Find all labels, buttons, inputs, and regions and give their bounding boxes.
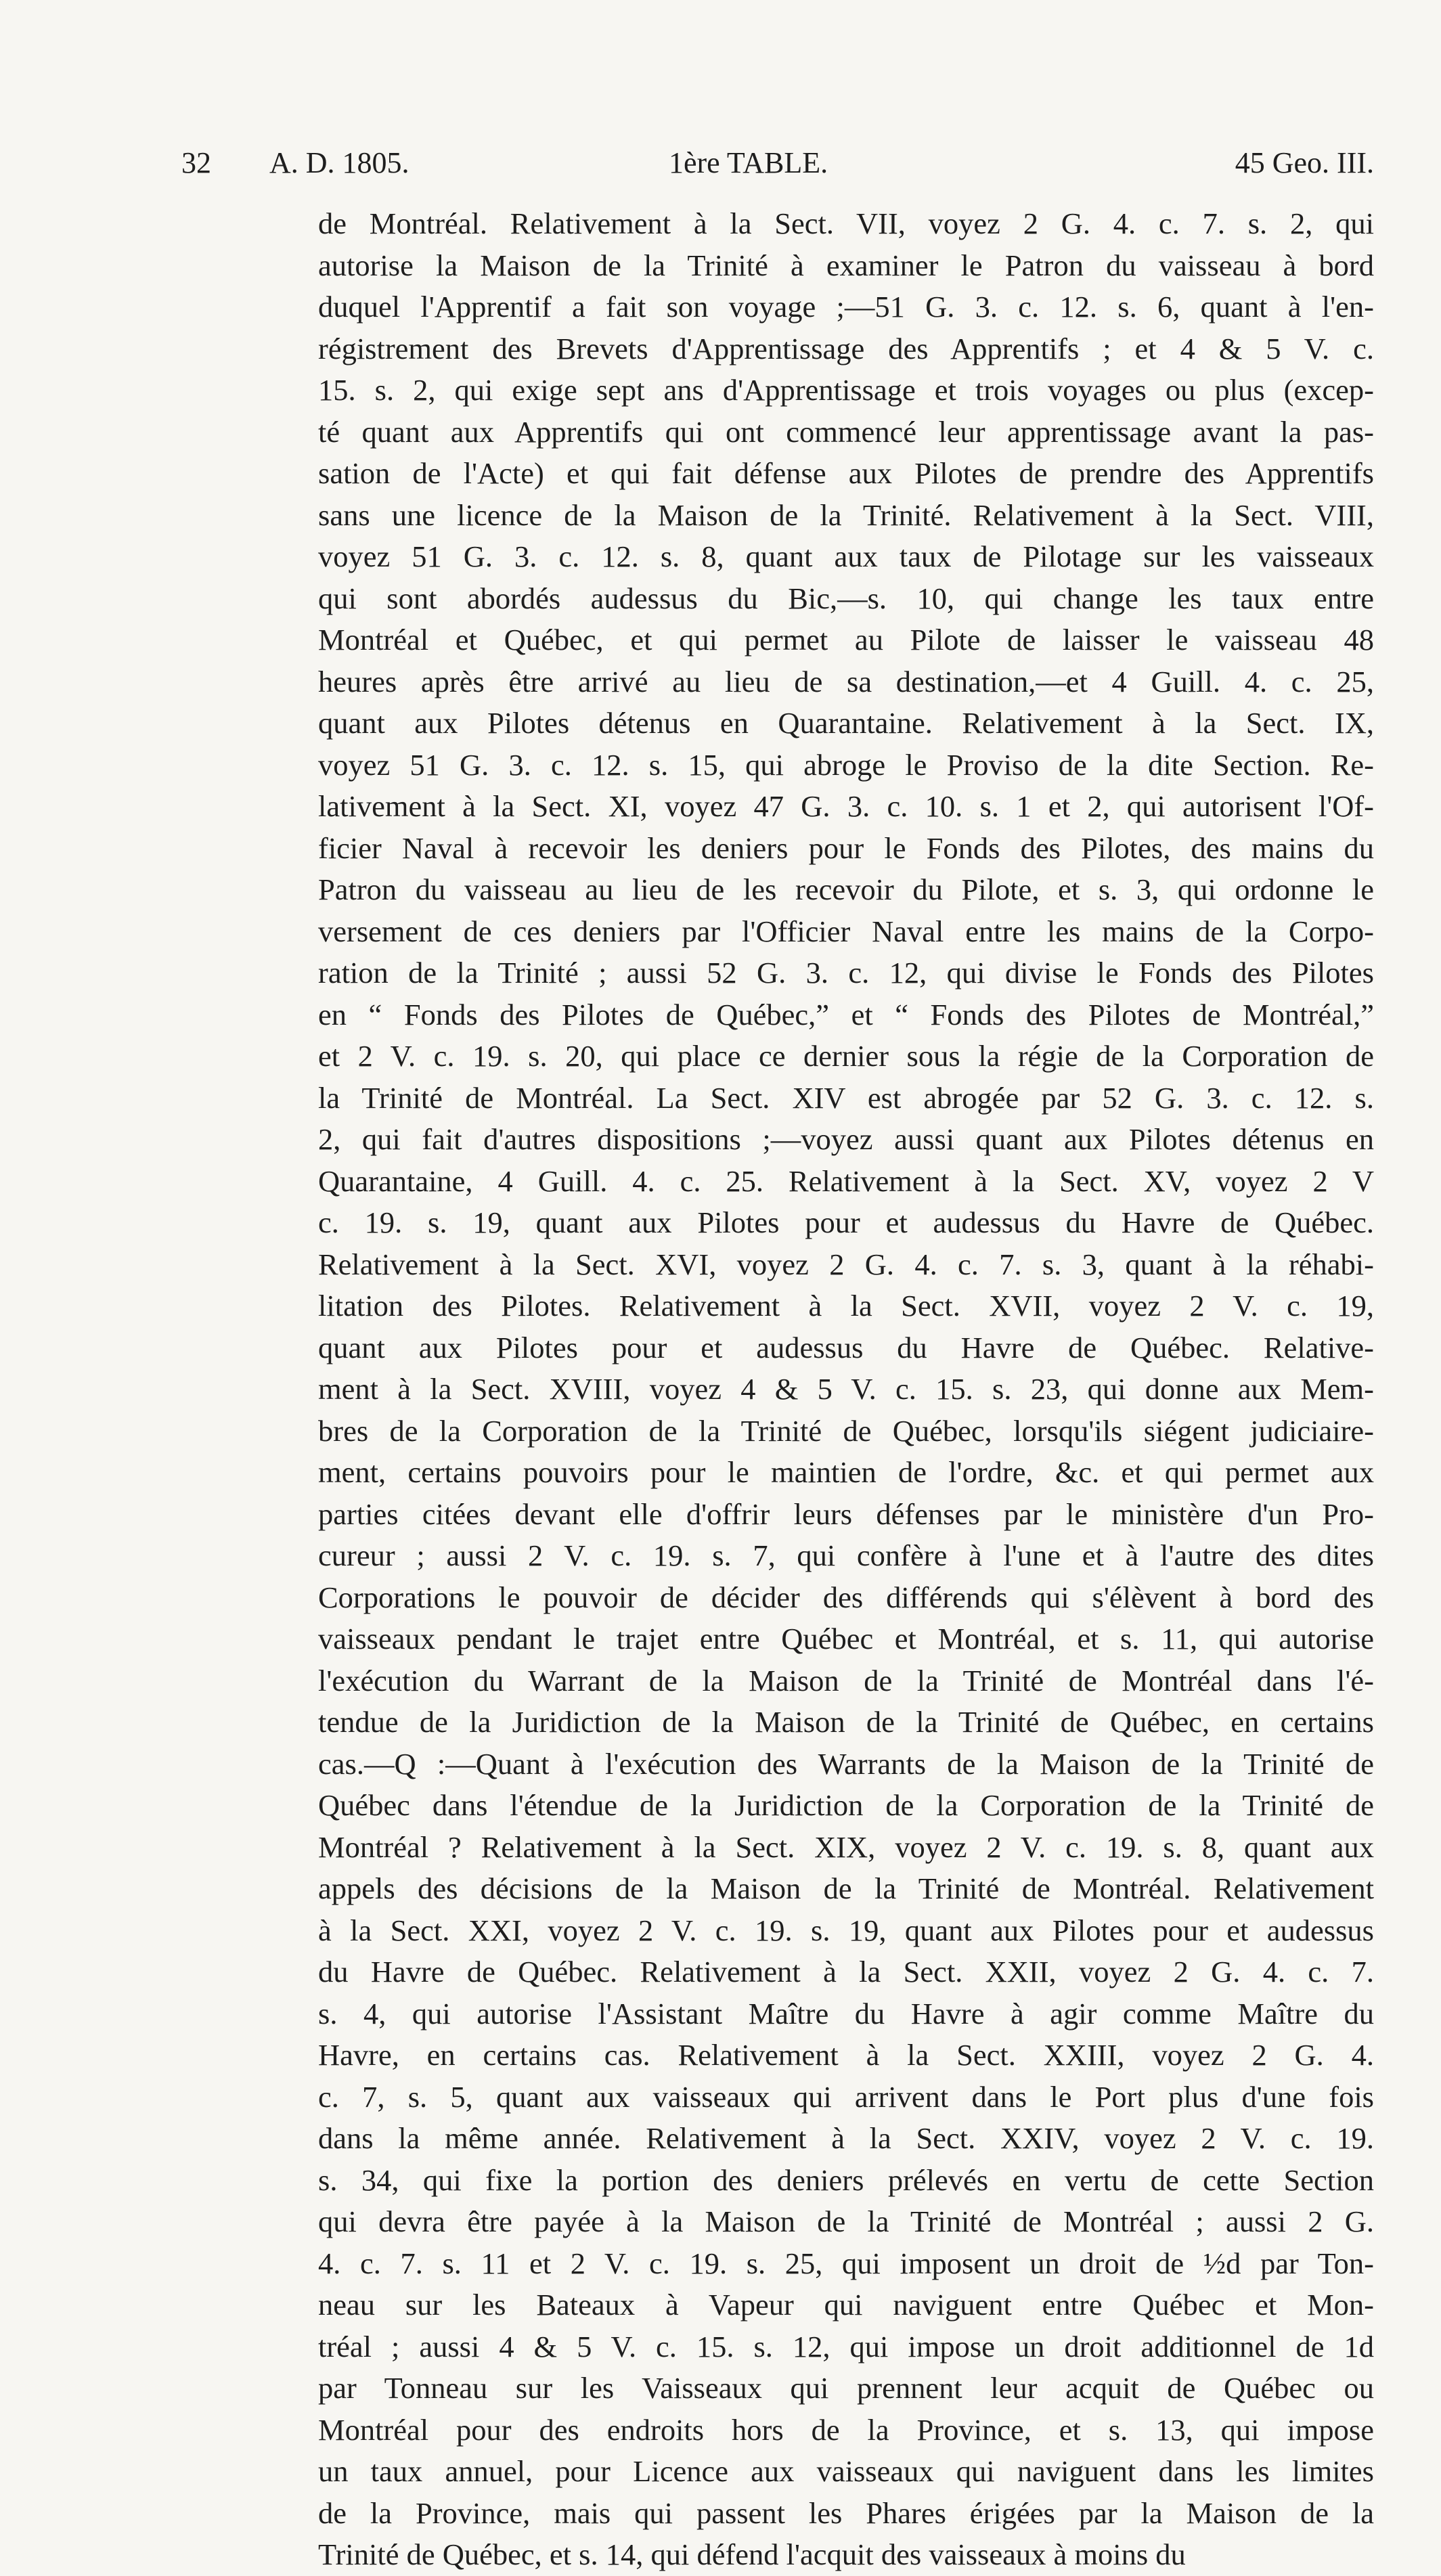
text-line: lativement à la Sect. XI, voyez 47 G. 3. c. 10. s. 1 et 2, qui autorisent l'Of- xyxy=(318,789,1374,823)
text-line: du Havre de Québec. Relativement à la Sect. XXII, voyez 2 G. 4. c. 7. xyxy=(318,1955,1374,1989)
text-line: qui devra être payée à la Maison de la Trinité de Montréal ; aussi 2 G. xyxy=(318,2204,1374,2238)
text-line: Corporations le pouvoir de décider des différends qui s'élèvent à bord des xyxy=(318,1580,1374,1614)
text-line: Montréal pour des endroits hors de la Province, et s. 13, qui impose xyxy=(318,2412,1374,2447)
text-line: autorise la Maison de la Trinité à examiner le Patron du vaisseau à bord xyxy=(318,248,1374,282)
text-line: tendue de la Juridiction de la Maison de la Trinité de Québec, en certains xyxy=(318,1705,1374,1739)
text-line: régistrement des Brevets d'Apprentissage des Apprentifs ; et 4 & 5 V. c. xyxy=(318,331,1374,365)
text-line: voyez 51 G. 3. c. 12. s. 8, quant aux taux de Pilotage sur les vaisseaux xyxy=(318,539,1374,573)
text-line: quant aux Pilotes détenus en Quarantaine. Relativement à la Sect. IX, xyxy=(318,706,1374,740)
text-line: versement de ces deniers par l'Officier Naval entre les mains de la Corpo- xyxy=(318,914,1374,948)
text-line: Patron du vaisseau au lieu de les recevoir du Pilote, et s. 3, qui ordonne le xyxy=(318,872,1374,906)
text-line: c. 19. s. 19, quant aux Pilotes pour et audessus du Havre de Québec. xyxy=(318,1205,1374,1239)
text-line: quant aux Pilotes pour et audessus du Havre de Québec. Relative- xyxy=(318,1330,1374,1364)
text-line: neau sur les Bateaux à Vapeur qui naviguent entre Québec et Mon- xyxy=(318,2288,1374,2322)
text-line: ficier Naval à recevoir les deniers pour le Fonds des Pilotes, des mains du xyxy=(318,830,1374,865)
text-line: sation de l'Acte) et qui fait défense aux Pilotes de prendre des Apprentifs xyxy=(318,456,1374,490)
text-line: en “ Fonds des Pilotes de Québec,” et “ Fonds des Pilotes de Montréal,” xyxy=(318,997,1374,1031)
page-number: 32 xyxy=(181,146,211,179)
text-line: à la Sect. XXI, voyez 2 V. c. 19. s. 19, quant aux Pilotes pour et audessus xyxy=(318,1913,1374,1947)
text-line: s. 4, qui autorise l'Assistant Maître du Havre à agir comme Maître du xyxy=(318,1996,1374,2030)
header-year: A. D. 1805. xyxy=(269,146,409,179)
text-line: cureur ; aussi 2 V. c. 19. s. 7, qui confère à l'une et à l'autre des dites xyxy=(318,1538,1374,1572)
text-line: sans une licence de la Maison de la Trinité. Relativement à la Sect. VIII, xyxy=(318,497,1374,532)
text-line: et 2 V. c. 19. s. 20, qui place ce dernier sous la régie de la Corporation de xyxy=(318,1039,1374,1073)
text-line: 2, qui fait d'autres dispositions ;—voyez aussi quant aux Pilotes détenus en xyxy=(318,1122,1374,1156)
text-line: par Tonneau sur les Vaisseaux qui prennent leur acquit de Québec ou xyxy=(318,2371,1374,2405)
text-line: voyez 51 G. 3. c. 12. s. 15, qui abroge le Proviso de la dite Section. Re- xyxy=(318,747,1374,782)
text-line: la Trinité de Montréal. La Sect. XIV est abrogée par 52 G. 3. c. 12. s. xyxy=(318,1080,1374,1115)
running-header xyxy=(181,139,1374,187)
text-line: tréal ; aussi 4 & 5 V. c. 15. s. 12, qui impose un droit additionnel de 1d xyxy=(318,2329,1374,2363)
text-line: litation des Pilotes. Relativement à la Sect. XVII, voyez 2 V. c. 19, xyxy=(318,1289,1374,1323)
text-line: Montréal et Québec, et qui permet au Pilote de laisser le vaisseau 48 xyxy=(318,623,1374,657)
text-line: de la Province, mais qui passent les Phares érigées par la Maison de la xyxy=(318,2495,1374,2530)
text-line: parties citées devant elle d'offrir leurs défenses par le ministère d'un Pro- xyxy=(318,1496,1374,1531)
text-line: Trinité de Québec, et s. 14, qui défend l'acquit des vaisseaux à moins du xyxy=(318,2537,1186,2571)
text-line: s. 34, qui fixe la portion des deniers prélevés en vertu de cette Section xyxy=(318,2162,1374,2197)
text-line: 15. s. 2, qui exige sept ans d'Apprentissage et trois voyages ou plus (excep- xyxy=(318,373,1374,407)
text-line: ment à la Sect. XVIII, voyez 4 & 5 V. c. 15. s. 23, qui donne aux Mem- xyxy=(318,1372,1374,1406)
text-line: c. 7, s. 5, quant aux vaisseaux qui arrivent dans le Port plus d'une fois xyxy=(318,2079,1374,2114)
text-line: qui sont abordés audessus du Bic,—s. 10, qui change les taux entre xyxy=(318,581,1374,615)
text-line: appels des décisions de la Maison de la Trinité de Montréal. Relativement xyxy=(318,1871,1374,1905)
text-line: 4. c. 7. s. 11 et 2 V. c. 19. s. 25, qui imposent un droit de ½d par Ton- xyxy=(318,2246,1374,2280)
text-line: Montréal ? Relativement à la Sect. XIX, voyez 2 V. c. 19. s. 8, quant aux xyxy=(318,1829,1374,1864)
text-line: de Montréal. Relativement à la Sect. VII, voyez 2 G. 4. c. 7. s. 2, qui xyxy=(318,206,1374,240)
text-line: un taux annuel, pour Licence aux vaisseaux qui naviguent dans les limites xyxy=(318,2454,1374,2488)
body-text xyxy=(318,203,1374,2576)
header-table-title: 1ère TABLE. xyxy=(669,146,828,179)
text-line: duquel l'Apprentif a fait son voyage ;—51 G. 3. c. 12. s. 6, quant à l'en- xyxy=(318,290,1374,324)
text-line: Québec dans l'étendue de la Juridiction de la Corporation de la Trinité de xyxy=(318,1788,1374,1822)
text-line: Relativement à la Sect. XVI, voyez 2 G. 4. c. 7. s. 3, quant à la réhabi- xyxy=(318,1247,1374,1281)
text-line: vaisseaux pendant le trajet entre Québec et Montréal, et s. 11, qui autorise xyxy=(318,1622,1374,1656)
text-line: dans la même année. Relativement à la Sect. XXIV, voyez 2 V. c. 19. xyxy=(318,2121,1374,2155)
text-line: cas.—Q :—Quant à l'exécution des Warrants de la Maison de la Trinité de xyxy=(318,1746,1374,1781)
text-line: ment, certains pouvoirs pour le maintien de l'ordre, &c. et qui permet aux xyxy=(318,1455,1374,1489)
text-line: Havre, en certains cas. Relativement à la Sect. XXIII, voyez 2 G. 4. xyxy=(318,2038,1374,2072)
text-line: ration de la Trinité ; aussi 52 G. 3. c. 12, qui divise le Fonds des Pilotes xyxy=(318,956,1374,990)
text-line: Quarantaine, 4 Guill. 4. c. 25. Relativement à la Sect. XV, voyez 2 V xyxy=(318,1163,1374,1198)
header-reign: 45 Geo. III. xyxy=(1235,146,1374,179)
text-line: bres de la Corporation de la Trinité de Québec, lorsqu'ils siégent judiciaire- xyxy=(318,1413,1374,1448)
text-line: heures après être arrivé au lieu de sa destination,—et 4 Guill. 4. c. 25, xyxy=(318,664,1374,698)
text-line: l'exécution du Warrant de la Maison de la Trinité de Montréal dans l'é- xyxy=(318,1663,1374,1697)
text-line: té quant aux Apprentifs qui ont commencé leur apprentissage avant la pas- xyxy=(318,414,1374,449)
